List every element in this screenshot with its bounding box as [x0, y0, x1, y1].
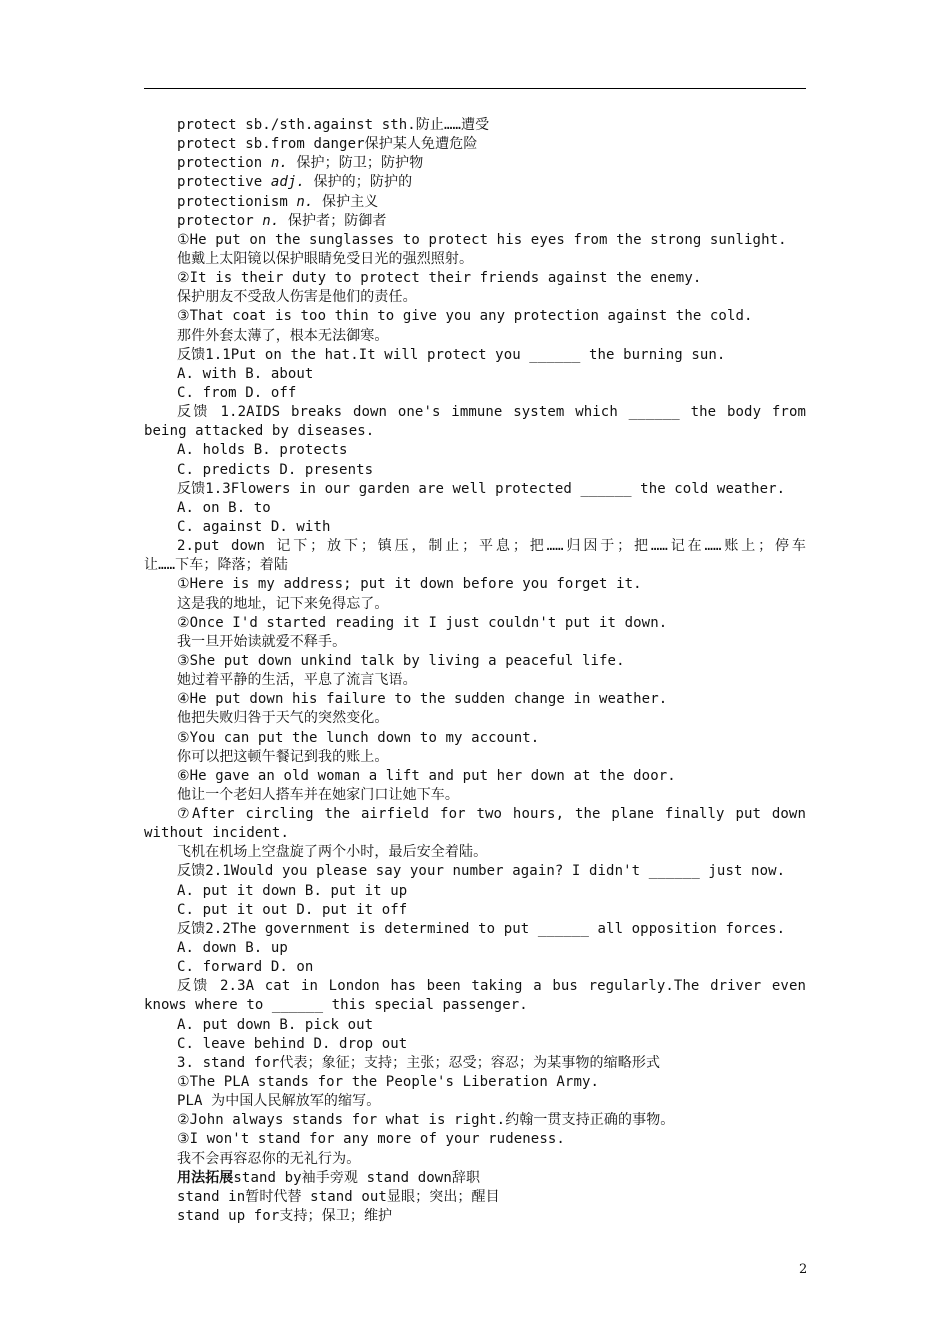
- header-rule: [144, 88, 806, 89]
- text-line: ⑤You can put the lunch down to my account.: [177, 729, 540, 746]
- text-line: A. down B. up: [177, 940, 288, 957]
- text-line: A. put it down B. put it up: [177, 882, 408, 899]
- text-line: 你可以把这顿午餐记到我的账上。: [177, 748, 389, 765]
- text-line: 反馈 2.3A cat in London has been taking a bus regularly.The driver even: [177, 978, 806, 995]
- text-line: ④He put down his failure to the sudden change in weather.: [177, 691, 668, 708]
- text-line: [144, 212, 806, 231]
- text-line: 他让一个老妇人搭车并在她家门口让她下车。: [177, 786, 459, 803]
- text-line: ②John always stands for what is right.约翰一贯支持正确的事物。: [177, 1112, 675, 1129]
- text-line: ①The PLA stands for the People's Liberation Army.: [177, 1074, 600, 1091]
- document-body: [144, 116, 806, 1226]
- text-line: 保护朋友不受敌人伤害是他们的责任。: [177, 289, 417, 306]
- text-line: C. from D. off: [177, 384, 297, 401]
- text-line: 这是我的地址，记下来免得忘了。: [177, 595, 389, 612]
- text-segment: 用法拓展: [177, 1169, 234, 1186]
- text-line: 他把失败归咎于天气的突然变化。: [177, 710, 389, 727]
- text-line: ③I won't stand for any more of your rudeness.: [177, 1131, 565, 1148]
- text-segment: 保护的；防护的: [304, 174, 413, 191]
- text-segment: protector: [177, 212, 263, 229]
- text-segment: 保护者；防御者: [279, 212, 387, 229]
- text-line: without incident.: [144, 825, 289, 842]
- text-line: 他戴上太阳镜以保护眼睛免受日光的强烈照射。: [177, 250, 474, 267]
- text-line: ①He put on the sunglasses to protect his eyes from the strong sunlight.: [177, 231, 787, 248]
- text-line: PLA 为中国人民解放军的缩写。: [177, 1093, 381, 1110]
- text-line: C. predicts D. presents: [177, 461, 374, 478]
- text-segment: protection: [177, 155, 271, 172]
- text-line: stand in暂时代替 stand out显眼；突出；醒目: [177, 1188, 500, 1205]
- text-line: 2.put down 记下；放下；镇压，制止；平息；把……归因于；把……记在……账上；停车: [177, 538, 806, 555]
- text-segment: stand by袖手旁观 stand down辞职: [233, 1169, 481, 1186]
- text-line: 3. stand for代表；象征；支持；主张；忍受；容忍；为某事物的缩略形式: [177, 1054, 661, 1071]
- text-line: 我不会再容忍你的无礼行为。: [177, 1150, 361, 1167]
- text-line: C. put it out D. put it off: [177, 901, 408, 918]
- text-line: 反馈1.3Flowers in our garden are well protected ______ the cold weather.: [177, 480, 786, 497]
- text-segment: protective: [177, 174, 271, 191]
- text-line: A. put down B. pick out: [177, 1016, 374, 1033]
- text-line: [144, 193, 806, 212]
- text-line: ①Here is my address; put it down before you forget it.: [177, 576, 642, 593]
- text-line: 让……下车；降落；着陆: [144, 557, 288, 574]
- text-line: ③That coat is too thin to give you any protection against the cold.: [177, 308, 753, 325]
- text-line: [144, 173, 806, 192]
- text-segment: 保护；防卫；防护物: [287, 155, 424, 172]
- text-line: 那件外套太薄了，根本无法御寒。: [177, 327, 389, 344]
- text-line: [144, 1169, 806, 1188]
- text-line: ⑦After circling the airfield for two hours, the plane finally put down: [177, 806, 806, 823]
- text-line: C. leave behind D. drop out: [177, 1035, 408, 1052]
- text-segment: n.: [262, 212, 280, 229]
- text-line: C. against D. with: [177, 518, 331, 535]
- text-line: 她过着平静的生活，平息了流言飞语。: [177, 672, 417, 689]
- text-line: ②Once I'd started reading it I just couldn't put it down.: [177, 614, 668, 631]
- text-segment: adj.: [270, 174, 305, 191]
- text-line: 飞机在机场上空盘旋了两个小时，最后安全着陆。: [177, 844, 488, 861]
- text-line: A. on B. to: [177, 499, 271, 516]
- text-line: 反馈2.2The government is determined to put ______ all opposition forces.: [177, 920, 786, 937]
- text-line: ③She put down unkind talk by living a peaceful life.: [177, 652, 625, 669]
- text-line: ⑥He gave an old woman a lift and put her down at the door.: [177, 767, 676, 784]
- text-line: A. with B. about: [177, 365, 314, 382]
- text-line: 我一旦开始读就爱不释手。: [177, 633, 347, 650]
- text-segment: n.: [296, 193, 314, 210]
- text-line: A. holds B. protects: [177, 442, 348, 459]
- text-line: [144, 154, 806, 173]
- text-segment: n.: [270, 155, 288, 172]
- text-line: protect sb./sth.against sth.防止……遭受: [177, 117, 490, 133]
- text-segment: protectionism: [177, 193, 297, 210]
- page-number: 2: [799, 1262, 808, 1277]
- text-segment: 保护主义: [313, 193, 379, 210]
- text-line: being attacked by diseases.: [144, 423, 375, 440]
- text-line: knows where to ______ this special passenger.: [144, 997, 528, 1014]
- text-line: ②It is their duty to protect their friends against the enemy.: [177, 270, 702, 287]
- text-line: 反馈 1.2AIDS breaks down one's immune system which ______ the body from: [177, 404, 806, 421]
- text-line: protect sb.from danger保护某人免遭危险: [177, 136, 478, 153]
- text-line: 反馈2.1Would you please say your number again? I didn't ______ just now.: [177, 863, 786, 880]
- text-line: stand up for支持；保卫；维护: [177, 1208, 393, 1225]
- text-line: 反馈1.1Put on the hat.It will protect you ______ the burning sun.: [177, 346, 726, 363]
- text-line: C. forward D. on: [177, 959, 314, 976]
